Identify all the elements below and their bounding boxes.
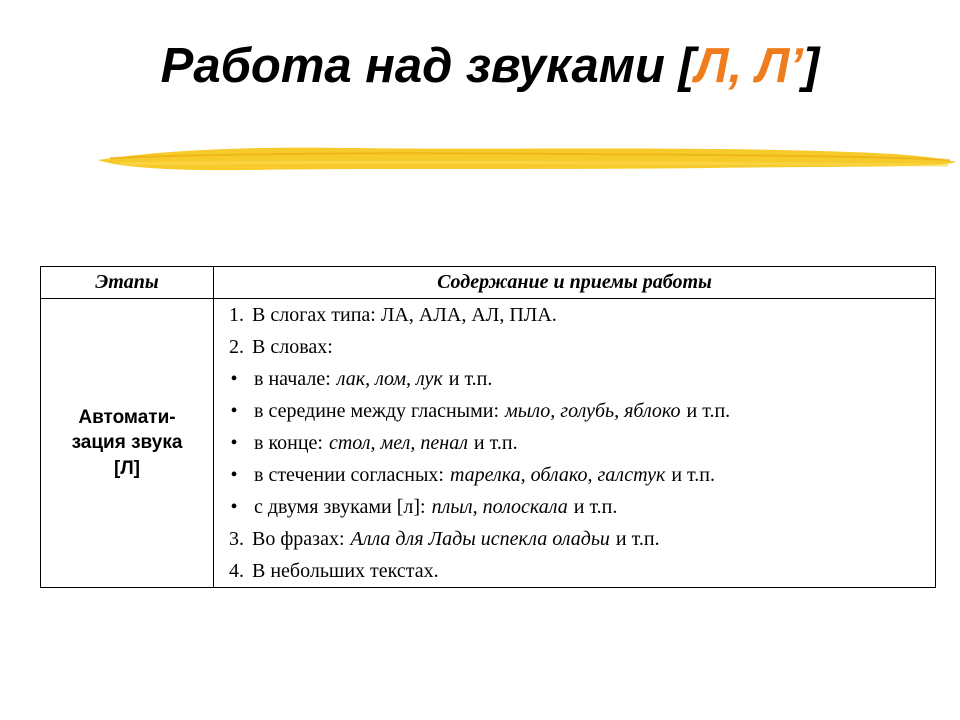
bullet-icon: • — [230, 495, 238, 518]
list-item — [214, 555, 935, 587]
stages-table — [40, 266, 936, 588]
item-text: В слогах типа: ЛА, АЛА, АЛ, ПЛА. — [252, 303, 557, 326]
bullet-icon: • — [230, 399, 238, 422]
item-tail: и т.п. — [448, 367, 493, 390]
item-tail: и т.п. — [473, 431, 518, 454]
list-number: 4. — [229, 559, 244, 582]
table-header-row — [41, 267, 936, 299]
item-examples: мыло, голубь, яблоко — [505, 399, 681, 422]
list-item — [214, 523, 935, 555]
item-text: Во фразах: — [252, 527, 345, 550]
item-tail: и т.п. — [686, 399, 731, 422]
slide-title — [60, 38, 920, 94]
table-row — [41, 299, 936, 588]
item-examples: тарелка, облако, галстук — [449, 463, 666, 486]
list-item — [214, 363, 935, 395]
list-item — [214, 427, 935, 459]
bullet-icon: • — [230, 463, 238, 486]
item-text: В небольших текстах. — [252, 559, 439, 582]
item-text: в стечении согласных: — [254, 463, 444, 486]
highlighter-stroke — [90, 140, 960, 176]
bullet-icon: • — [230, 367, 238, 390]
item-text: В словах: — [252, 335, 333, 358]
list-item — [214, 331, 935, 363]
item-tail: и т.п. — [671, 463, 715, 486]
list-item — [214, 459, 935, 491]
item-examples: стол, мел, пенал — [328, 431, 468, 454]
item-examples: плыл, полоскала — [431, 495, 568, 518]
title-separator: , — [728, 39, 756, 93]
list-number: 2. — [229, 335, 244, 358]
item-text: в середине между гласными: — [254, 399, 500, 422]
header-stages: Этапы — [41, 267, 214, 299]
bullet-icon: • — [230, 431, 238, 454]
content-cell — [214, 299, 936, 588]
list-number: 1. — [229, 303, 244, 326]
stage-cell — [41, 299, 214, 588]
item-tail: и т.п. — [573, 495, 618, 518]
title-suffix: ] — [803, 39, 820, 93]
item-text: с двумя звуками [л]: — [254, 495, 426, 518]
stage-line-2: зация звука — [71, 432, 183, 454]
title-prefix: Работа над звуками [ — [160, 39, 695, 93]
list-item — [214, 491, 935, 523]
item-examples: Алла для Лады испекла оладьи — [350, 527, 610, 550]
stage-line-3: [Л] — [114, 457, 140, 479]
title-sound-hard: Л — [694, 39, 729, 93]
stage-line-1: Автомати- — [78, 407, 176, 429]
list-item — [214, 299, 935, 331]
item-tail: и т.п. — [615, 527, 660, 550]
item-text: в конце: — [254, 431, 323, 454]
header-content: Содержание и приемы работы — [214, 267, 936, 299]
list-item — [214, 395, 935, 427]
list-number: 3. — [229, 527, 244, 550]
item-examples: лак, лом, лук — [336, 367, 443, 390]
title-sound-soft: Л’ — [755, 39, 804, 93]
item-text: в начале: — [254, 367, 331, 390]
